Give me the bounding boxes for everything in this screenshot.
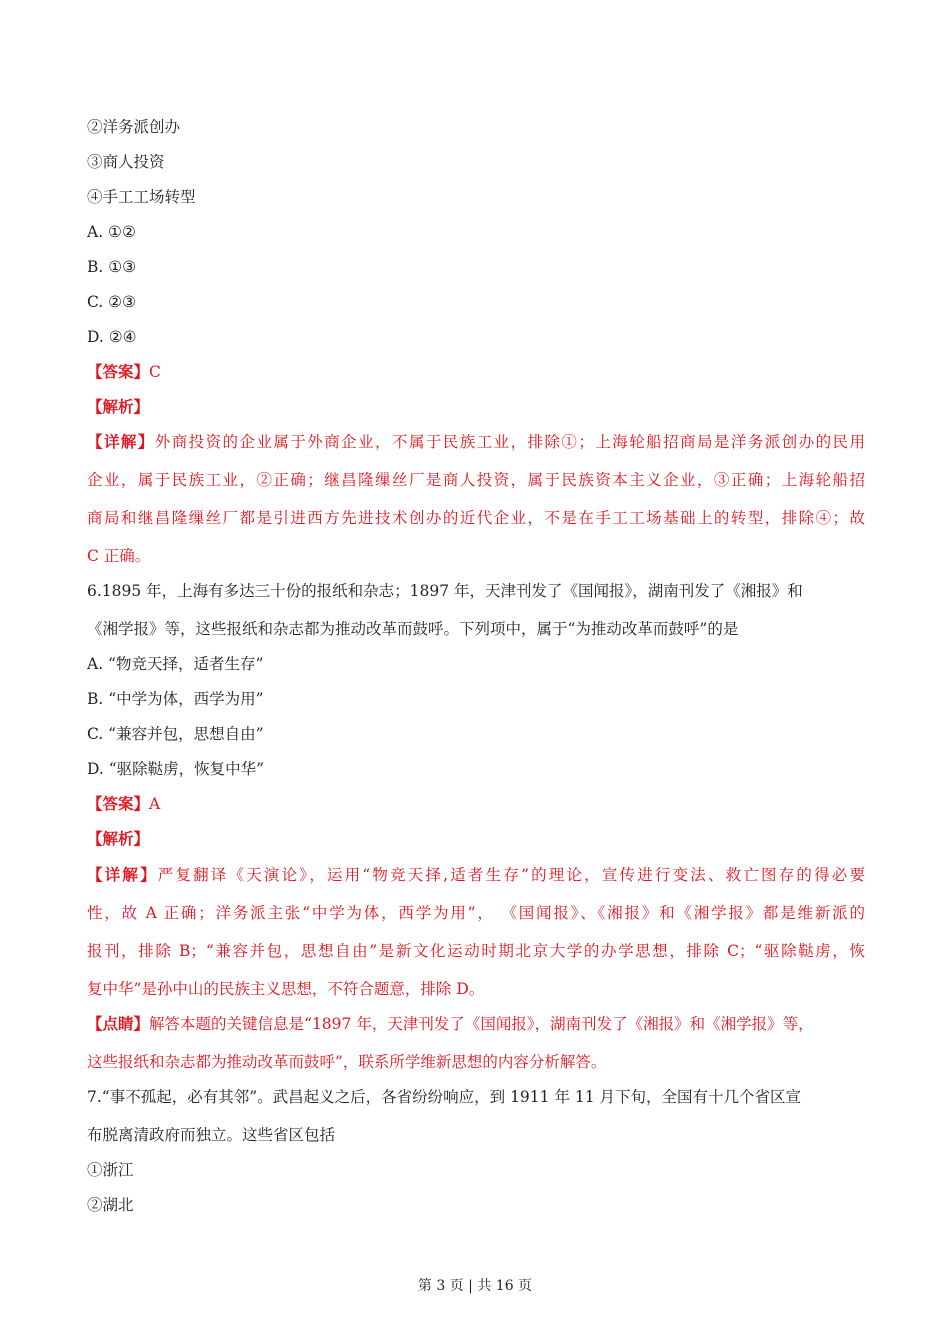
text-line [87,724,865,744]
line-text: 严复翻译《天演论》，运用“物竞天择,适者生存”的理论，宣传进行变法、救亡图存的得必要 [157,866,865,884]
text-line [87,1160,865,1180]
text-line [87,397,865,417]
line-text: C. “兼容并包，思想自由” [87,725,264,743]
section-tag: 【答案】 [87,362,150,381]
text-line [87,979,865,999]
line-text: ①浙江 [87,1161,134,1179]
text-line [87,257,865,277]
line-text: ③商人投资 [87,153,165,171]
line-text: 7.“事不孤起，必有其邻”。武昌起义之后，各省纷纷响应，到 1911 年 11 月下旬，全国有十几个省区宣 [87,1088,802,1106]
text-line [87,152,865,172]
section-tag: 【详解】 [87,865,158,884]
text-line [87,654,865,674]
line-text: 解答本题的关键信息是“1897 年，天津刊发了《国闻报》，湖南刊发了《湘报》和《湘学报》等， [149,1015,814,1033]
text-line [87,432,865,452]
line-text: 商局和继昌隆缫丝厂都是引进西方先进技术创办的近代企业，不是在手工工场基础上的转型，排除④；故 [87,509,865,527]
text-line [87,865,865,885]
line-text: C 正确。 [87,547,151,565]
text-line [87,222,865,242]
line-text: A [149,795,161,813]
text-line [87,581,865,601]
text-line [87,508,865,528]
page-footer: 第 3 页 | 共 16 页 [417,1278,533,1294]
line-text: B. ①③ [87,258,137,276]
text-line [87,1087,865,1107]
text-line [87,794,865,814]
text-line [87,759,865,779]
text-line [87,1052,865,1072]
text-line [87,292,865,312]
line-text: C [149,363,161,381]
text-line [87,362,865,382]
line-text: 报刊，排除 B；“兼容并包，思想自由”是新文化运动时期北京大学的办学思想，排除 C；“驱除鞑虏，恢 [87,942,865,960]
text-line [87,619,865,639]
section-tag: 【解析】 [87,397,150,416]
line-text: 布脱离清政府而独立。这些省区包括 [87,1126,336,1144]
line-text: ②洋务派创办 [87,118,181,136]
section-tag: 【答案】 [87,794,150,813]
line-text: 6.1895 年，上海有多达三十份的报纸和杂志；1897 年，天津刊发了《国闻报》，湖南刊发了《湘报》和 [87,582,803,600]
line-text: A. “物竞天择，适者生存” [87,655,264,673]
line-text: 性，故 A 正确；洋务派主张“中学为体，西学为用”， 《国闻报》、《湘报》和《湘学报》都是维新派的 [87,904,865,922]
text-line [87,1014,865,1034]
line-text: A. ①② [87,223,136,241]
text-line [87,1195,865,1215]
line-text: D. ②④ [87,328,137,346]
line-text: B. “中学为体，西学为用” [87,690,264,708]
text-line [87,117,865,137]
section-tag: 【详解】 [87,432,155,451]
text-line [87,941,865,961]
line-text: 外商投资的企业属于外商企业，不属于民族工业，排除①；上海轮船招商局是洋务派创办的民用 [154,433,865,451]
line-text: C. ②③ [87,293,136,311]
text-line [87,903,865,923]
text-line [87,187,865,207]
line-text: 这些报纸和杂志都为推动改革而鼓呼”，联系所学维新思想的内容分析解答。 [87,1053,607,1071]
text-line [87,829,865,849]
text-line [87,546,865,566]
text-line [87,470,865,490]
text-line [87,327,865,347]
text-line [87,689,865,709]
section-tag: 【点睛】 [87,1014,150,1033]
line-text: 企业，属于民族工业，②正确；继昌隆缫丝厂是商人投资，属于民族资本主义企业，③正确；上海轮船招 [87,471,865,489]
line-text: 《湘学报》等，这些报纸和杂志都为推动改革而鼓呼。下列项中，属于“为推动改革而鼓呼”的是 [87,620,739,638]
text-line [87,1125,865,1145]
section-tag: 【解析】 [87,829,150,848]
line-text: ④手工工场转型 [87,188,196,206]
line-text: 复中华”是孙中山的民族主义思想，不符合题意，排除 D。 [87,980,485,998]
line-text: D. “驱除鞑虏，恢复中华” [87,760,265,778]
line-text: ②湖北 [87,1196,134,1214]
